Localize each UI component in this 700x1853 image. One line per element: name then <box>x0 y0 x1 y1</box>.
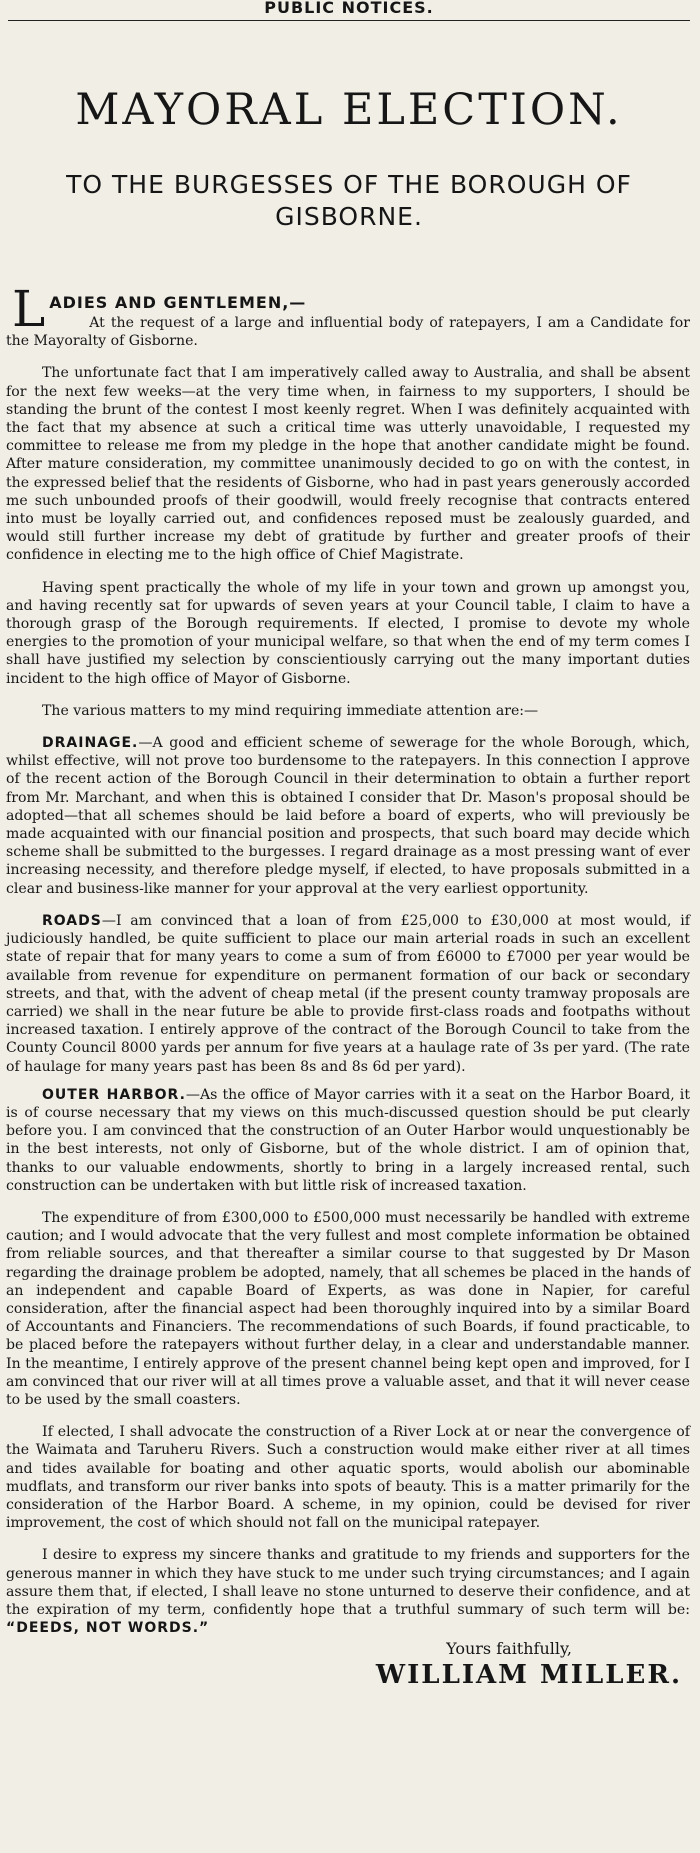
paragraph-absence: The unfortunate fact that I am imperatively called away to Australia, and shall be absent for the next few weeks—at the very time when, in fairness to my supporters, I should be standing the brunt of the contest I most keenly regret. When I was definitely acquainted with the fact that my absence at such a critical time was utterly unavoidable, I requested my committee to release me from my pledge in the hope that another candidate might be found. After mature consideration, my committee unanimously decided to go on with the contest, in the expressed belief that the residents of Gisborne, who had in past years generously accorded me such unbounded proofs of their goodwill, would freely recognise that contracts entered into must be loyally carried out, and confidences reposed must be zealously guarded, and would still further increase my debt of gratitude by further and greater proofs of their confidence in electing me to the high office of Chief Magistrate. <box>6 365 690 564</box>
paragraph-expenditure: The expenditure of from £300,000 to £500,000 must necessarily be handled with extreme caution; and I would advocate that the very fullest and most complete information be obtained from reliable sources, and that thereafter a similar course to that suggested by Dr Mason regarding the drainage problem be adopted, namely, that all schemes be placed in the hands of an independent and capable Board of Experts, as was done in Napier, for careful consideration, after the financial aspect had been thoroughly inquired into by a similar Board of Accountants and Financiers. The recommendations of such Boards, if found practicable, to be placed before the ratepayers without further delay, in a clear and understandable manner. In the meantime, I entirely approve of the present channel being kept open and improved, for I am convinced that our river will at all times prove a valuable asset, and that it will never cease to be used by the small coasters. <box>6 1209 690 1408</box>
paragraph-matters: The various matters to my mind requiring immediate attention are:— <box>42 702 539 719</box>
section-header: PUBLIC NOTICES. <box>264 0 434 17</box>
header-rule <box>8 20 690 21</box>
paragraph-roads <box>6 912 692 1076</box>
paragraph-harbor <box>6 1086 692 1195</box>
slogan: “DEEDS, NOT WORDS.” <box>6 1620 210 1637</box>
paragraph-thanks <box>6 1546 692 1637</box>
roads-text: —I am convinced that a loan of from £25,000 to £30,000 at most would, if judiciously handled, be quite sufficient to place our main arterial roads in such an excellent state of repair that for many years to come a sum of from £6000 to £7000 per year would be available from revenue for expenditure on permanent formation of our back or secondary streets, and that, with the advent of cheap metal (if the present county tramway proposals are carried) we shall in the near future be able to provide first-class roads and footpaths without increased taxation. I entirely approve of the contract of the Borough Council to take from the County Council 8000 yards per annum for five years at a haulage rate of 3s per yard. (The rate of haulage for many years past has been 8s and 8s 6d per yard). <box>6 912 690 1075</box>
roads-lead: ROADS <box>42 912 102 929</box>
salutation-text: ADIES AND GENTLEMEN,— <box>49 293 307 312</box>
paragraph-experience: Having spent practically the whole of my life in your town and grown up amongst you, and having recently sat for upwards of seven years at your Council table, I claim to have a thorough grasp of the Borough requirements. If elected, I promise to devote my whole energies to the promotion of your municipal welfare, so that when the end of my term comes I shall have justified my selection by conscientiously carrying out the many important duties incident to the high office of Mayor of Gisborne. <box>6 579 690 687</box>
subheadline: TO THE BURGESSES OF THE BOROUGH OF GISBORNE. <box>66 170 632 231</box>
dropcap: L <box>12 280 46 338</box>
paragraph-intro: At the request of a large and influential body of ratepayers, I am a Candidate for the Mayoralty of Gisborne. <box>6 315 690 350</box>
harbor-text: —As the office of Mayor carries with it a seat on the Harbor Board, it is of course necessary that my views on this much-discussed question should be put clearly before you. I am convinced that the construction of an Outer Harbor would unquestionably be in the best interests, not only of Gisborne, but of the whole district. I am of opinion that, thanks to our valuable endowments, shortly to bring in a largely increased rental, such construction can be undertaken with but little risk of increased taxation. <box>6 1086 690 1194</box>
harbor-lead: OUTER HARBOR. <box>42 1086 186 1103</box>
drainage-text: —A good and efficient scheme of sewerage for the whole Borough, which, whilst effective, will not prove too burdensome to the ratepayers. In this connection I approve of the recent action of the Borough Council in their determination to obtain a further report from Mr. Marchant, and when this is obtained I consider that Dr. Mason's proposal should be adopted—that all schemes should be laid before a board of experts, who will previously be made acquainted with our financial position and prospects, that such board may decide which scheme shall be submitted to the burgesses. I regard drainage as a most pressing want of ever increasing necessity, and therefore pledge myself, if elected, to have proposals submitted in a clear and business-like manner for your approval at the very earliest opportunity. <box>6 735 690 897</box>
closing: Yours faithfully, <box>446 1639 572 1659</box>
signature: WILLIAM MILLER. <box>375 1660 682 1691</box>
drainage-lead: DRAINAGE. <box>42 735 139 752</box>
paragraph-drainage <box>6 734 692 898</box>
paragraph-river-lock: If elected, I shall advocate the construction of a River Lock at or near the convergence of the Waimata and Taruheru Rivers. Such a construction would make either river at all times and tides available for boating and other aquatic sports, would abolish our abominable mudflats, and transform our river banks into spots of beauty. This is a matter primarily for the consideration of the Harbor Board. A scheme, in my opinion, could be devised for river improvement, the cost of which should not fall on the municipal ratepayer. <box>6 1424 690 1532</box>
thanks-text: I desire to express my sincere thanks and gratitude to my friends and supporters for the generous manner in which they have stuck to me under such trying circumstances; and I again assure them that, if elected, I shall leave no stone unturned to deserve their confidence, and at the expiration of my term, confidently hope that a truthful summary of such term will be: <box>6 1547 690 1618</box>
headline: MAYORAL ELECTION. <box>75 85 623 135</box>
